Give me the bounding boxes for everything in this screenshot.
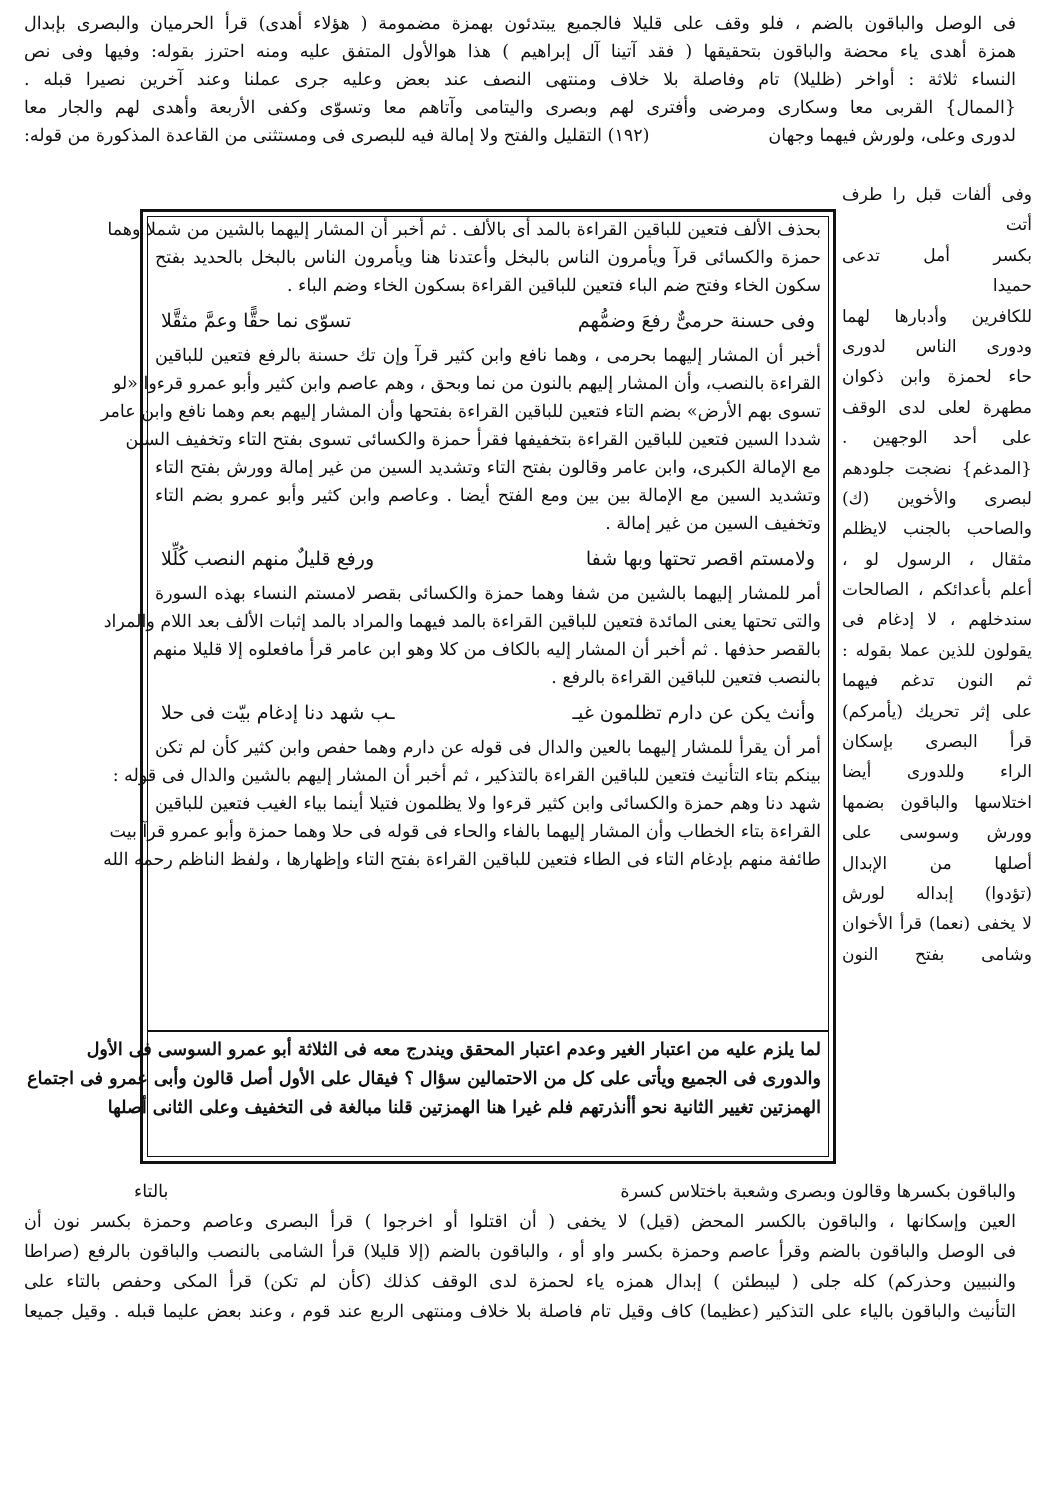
text-line: أمر أن يقرأ للمشار إليهما بالعين والدال فى قوله عن دارم وهما حفص وابن كثير كأن لم تكن — [155, 738, 821, 758]
margin-line: بكسر أمل تدعى — [842, 245, 1032, 266]
margin-line: ثم النون تدغم فيهما — [842, 671, 1032, 692]
margin-line: حميدا — [992, 276, 1032, 297]
verse-hemistich-right: وأنث يكن عن دارم تظلمون غيـ — [572, 702, 815, 724]
text-line: فى الوصل والباقون بالضم ، فلو وقف على قليلا فالجميع يبتدئون بهمزة مضمومة ( هؤلاء أهدى) قرأ الحرميان والبصرى بإبدال — [24, 14, 1016, 34]
text-line: وتشديد السين مع الإمالة بين بين ومع الفتح أيضا . وعاصم وابن كثير وأبو عمرو بضم التاء — [155, 486, 821, 506]
margin-line: اختلاسها والباقون بضمها — [842, 792, 1032, 813]
text-fragment: (١٩٢) التقليل والفتح ولا إمالة فيه للبصرى فى ومستثنى من القاعدة المذكورة من قوله: — [24, 126, 650, 146]
margin-line: وورش وسوسى على — [842, 823, 1032, 844]
verse-hemistich-right: ولامستم اقصر تحتها وبها شفا — [585, 548, 815, 570]
margin-line: لا يخفى (نعما) قرأ الأخوان — [842, 914, 1032, 935]
poem-verse — [155, 696, 821, 730]
verse-hemistich-left: ورفع قليلٌ منهم النصب كُلِّلا — [161, 548, 375, 570]
text-line: شهد دنا وهم حمزة والكسائى وابن كثير قرءوا ولا يظلمون فتيلا أينما بياء الغيب فتعين للباقين — [155, 794, 821, 814]
margin-line: وشامى بفتح النون — [842, 944, 1032, 965]
text-line: والنبيين وحذركم) كله جلى ( ليبطئن ) إبدال همزه ياء لحمزة لدى الوقف كذلك (كأن لم تكن) قرأ المكى وحفص بالتاء على — [24, 1272, 1016, 1292]
text-line: القراءة بتاء الخطاب وأن المشار إليهما بالفاء والحاء فى قوله فى حلا وهما حمزة وأبو عمرو قرآ بيت — [109, 822, 821, 842]
footnote-line: الهمزتين تغيير الثانية نحو أأنذرتهم فلم غيرا هنا الهمزتين قلنا مبالغة فى التخفيف وعلى الثانى أصلها — [107, 1098, 821, 1118]
bottom-commentary — [24, 1177, 1016, 1327]
text-fragment: لدورى وعلى، ولورش فيهما وجهان — [768, 126, 1016, 146]
text-line — [24, 122, 1016, 150]
margin-line: حاء لحمزة وابن ذكوان — [842, 367, 1032, 388]
margin-line: أعلم بأعدائكم ، الصالحات — [842, 580, 1032, 601]
margin-line: أصلها من الإبدال — [842, 853, 1032, 874]
text-fragment: والباقون بكسرها وقالون وبصرى وشعبة باختلاس كسرة — [620, 1182, 1016, 1202]
footnote-text — [27, 1036, 821, 1123]
verse-hemistich-left: ـب شهد دنا إدغام بيّت فى حلا — [161, 702, 395, 724]
main-text — [100, 216, 821, 874]
margin-line: يقولون للذين عملا بقوله : — [842, 640, 1032, 661]
text-line: أخبر أن المشار إليهما بحرمى ، وهما نافع وابن كثير قرآ وإن تك حسنة بالرفع فتعين للباقين — [155, 346, 821, 366]
margin-line: أتت — [1005, 215, 1032, 236]
text-line — [24, 1177, 1016, 1207]
text-line: بحذف الألف فتعين للباقين القراءة بالمد أى بالألف . ثم أخبر أن المشار إليهما بالشين من شملا وهما — [107, 220, 821, 240]
margin-line: ودورى الناس لدورى — [842, 336, 1032, 357]
text-line: بالقصر حذفها . ثم أخبر أن المشار إليه بالكاف من كلا وهو ابن عامر قرأ مافعلوه إلا قليلا منهم — [152, 640, 821, 660]
verse-hemistich-right: وفى حسنة حرمىٌّ رفعَ وضمُّهم — [577, 310, 815, 332]
top-commentary — [24, 10, 1016, 150]
poem-verse — [155, 304, 821, 338]
margin-line: قرأ البصرى بإسكان — [842, 732, 1032, 753]
margin-line: لبصرى والأخوين (ك) — [842, 488, 1032, 509]
margin-line: مثقال ، الرسول لو ، — [842, 549, 1032, 570]
text-line: تسوى بهم الأرض» بضم التاء فتعين للباقين القراءة بفتحها وأن المشار إليهم بعم وهما نافع وابن عامر — [100, 402, 821, 422]
text-line: مع الإمالة الكبرى، وابن عامر وقالون بفتح التاء وتشديد السين من غير إمالة وورش بفتح التاء — [155, 458, 821, 478]
text-line: شددا السين فتعين للباقين القراءة بتخفيفها فقرأ حمزة والكسائى تسوى بفتح التاء وتخفيف السين — [125, 430, 821, 450]
text-line: سكون الخاء وفتح ضم الباء فتعين للباقين القراءة بسكون الخاء وضم الباء . — [287, 276, 821, 296]
footnote-line: لما يلزم عليه من اعتبار الغير وعدم اعتبار المحقق ويندرج معه فى الثلاثة أبو عمرو السوسى فى الأول — [86, 1040, 821, 1060]
text-line: أمر للمشار إليهما بالشين من شفا وهما حمزة والكسائى بقصر لامستم النساء بهذه السورة — [155, 584, 821, 604]
text-line: بينكم بتاء التأنيث فتعين للباقين القراءة بالتذكير ، ثم أخبر أن المشار إليهم بالشين والدال فى قوله : — [112, 766, 821, 786]
verse-hemistich-left: تسوّى نما حقًّا وعمَّ مثقَّلا — [161, 310, 352, 332]
poem-verse — [155, 542, 821, 576]
margin-line: الراء وللدورى أيضا — [842, 762, 1032, 783]
margin-line: مطهرة لعلى لدى الوقف — [842, 397, 1032, 418]
text-line: التأنيث والباقون بالياء على التذكير (عظيما) كاف وقيل تام فاصلة بلا خلاف ومنتهى الربع عند قوم ، وعند بعض عليما قبله . وقيل جميعا — [24, 1302, 1016, 1322]
text-line: فى الوصل والباقون بالضم وقرأ عاصم وحمزة بكسر واو أو ، والباقون بالضم (إلا قليلا) قرأ الشامى بالنصب والباقون بالرفع (صراطا — [24, 1242, 1016, 1262]
margin-line: على أحد الوجهين . — [842, 428, 1032, 449]
margin-line: سندخلهم ، لا إدغام فى — [842, 610, 1032, 631]
margin-line: (تؤدوا) إبداله لورش — [842, 883, 1032, 904]
text-line: طائفة منهم بإدغام التاء فى الطاء فتعين للباقين القراءة بفتح التاء وإظهارها ، ولفظ الناظم رحمه الله — [103, 850, 821, 870]
main-text-frame — [27, 209, 836, 1164]
text-line: النساء ثلاثة : أواخر (ظليلا) تام وفاصلة بلا خلاف ومنتهى النصف عند بعض وعليه جرى عملنا وعند آخرين نصيرا قبله . — [24, 70, 1016, 90]
footnote-separator — [147, 1030, 829, 1032]
text-line: العين وإسكانها ، والباقون بالكسر المحض (قيل) لا يخفى ( أن اقتلوا أو اخرجوا ) قرأ البصرى وعاصم وحمزة بكسر نون أن — [24, 1212, 1016, 1232]
margin-commentary — [842, 180, 1032, 970]
margin-line: والصاحب بالجنب لايظلم — [842, 519, 1032, 540]
text-line: القراءة بالنصب، وأن المشار إليهم بالنون من نما وبحق ، وهم عاصم وابن كثير وأبو عمرو قرءوا «لو — [112, 374, 821, 394]
text-fragment: بالتاء — [134, 1182, 169, 1202]
text-line: {الممال} القربى معا وسكارى ومرضى وأفترى لهم وبصرى واليتامى وآتاهم معا وتسوّى وكفى الأربعة وأهدى لهم والجار معا — [24, 98, 1016, 118]
margin-line: وفى ألفات قبل را طرف — [842, 185, 1032, 205]
text-line: وتخفيف السين من غير إمالة . — [605, 514, 821, 534]
text-line: همزة أهدى ياء محضة والباقون بتحقيقها ( فقد آتينا آل إبراهيم ) هذا هوالأول المتفق عليه ومنه احترز بقوله: وفيها وفى نص — [24, 42, 1017, 62]
margin-line: على إثر تحريك (يأمركم) — [842, 701, 1032, 722]
text-line: والتى تحتها يعنى المائدة فتعين للباقين القراءة بالمد فيهما والمراد بالمد إثبات الألف بعد اللام والمراد — [103, 612, 821, 632]
margin-line: {المدغم} نضجت جلودهم — [842, 458, 1032, 479]
footnote-line: والدورى فى الجميع ويأتى على كل من الاحتمالين سؤال ؟ فيقال على الأول أصل قالون وأبى عمرو فى اجتماع — [27, 1069, 821, 1089]
text-line: حمزة والكسائى قرآ ويأمرون الناس بالبخل وأعتدنا هنا ويأمرون الناس بالبخل بالحديد بفتح — [155, 248, 821, 268]
margin-line: للكافرين وأدبارها لهما — [842, 306, 1032, 327]
text-line: بالنصب فتعين للباقين القراءة بالرفع . — [551, 668, 821, 688]
